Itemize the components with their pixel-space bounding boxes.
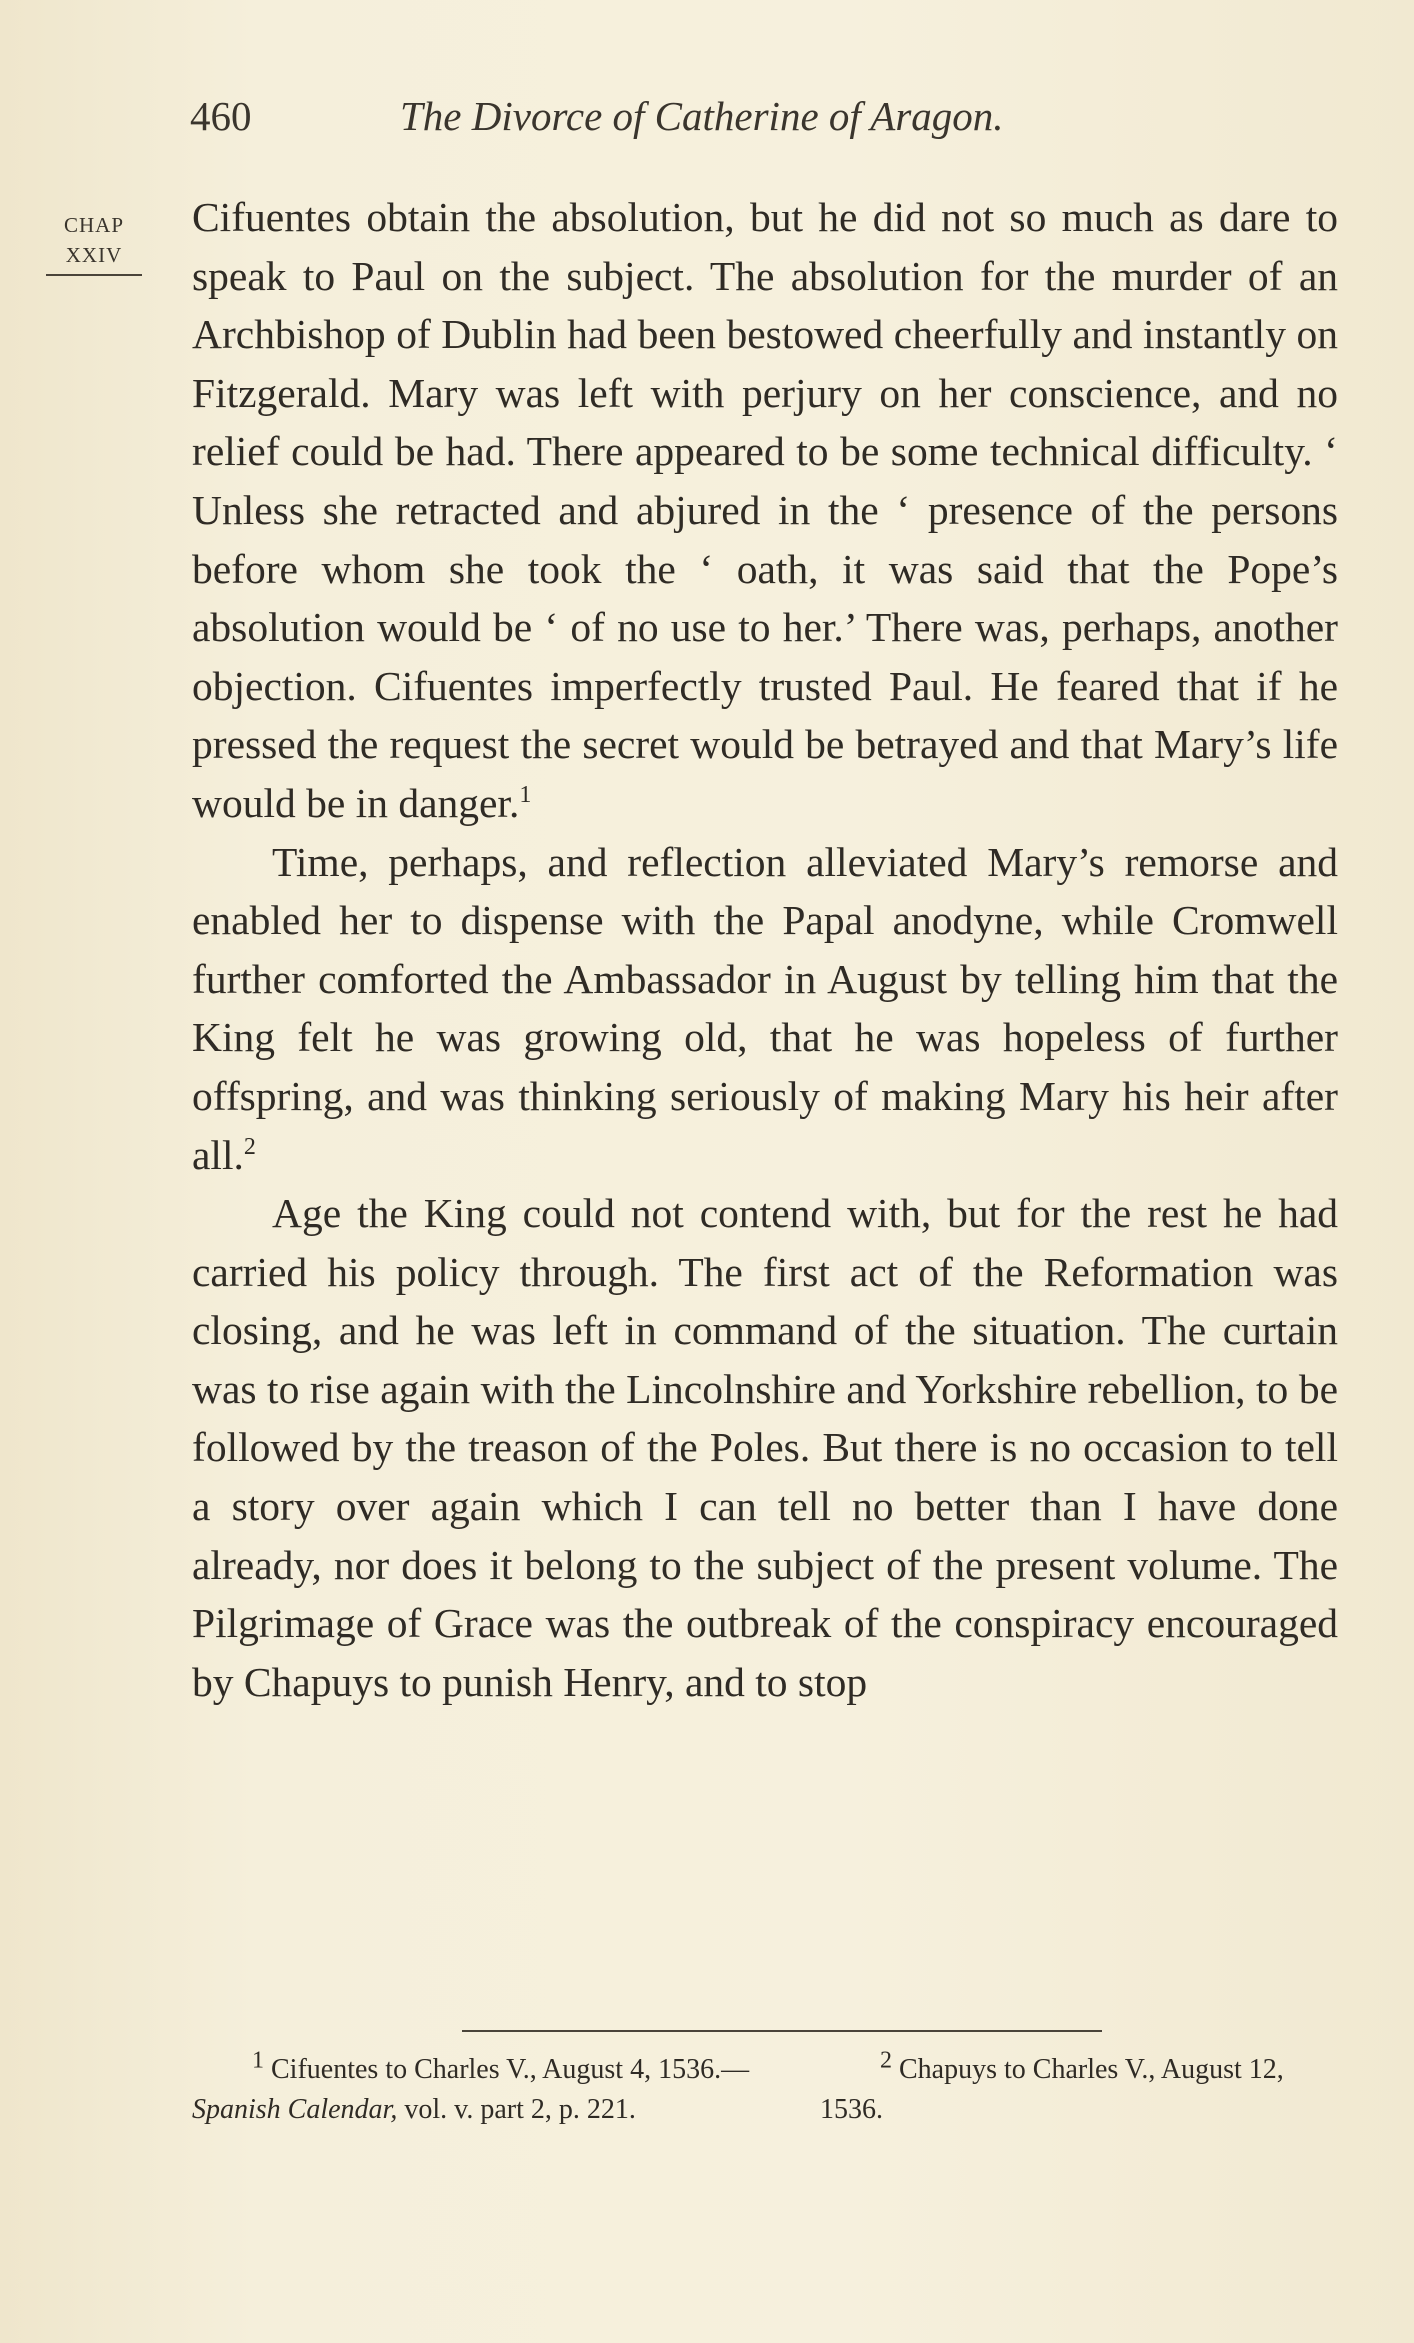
paragraph-1 — [192, 188, 1338, 833]
paragraph-3 — [192, 1184, 1338, 1711]
footnote-1-source: Spanish Calendar, — [192, 2094, 398, 2125]
footnote-ref-2: 2 — [243, 1133, 256, 1160]
footnote-1 — [192, 2047, 782, 2130]
paragraph-1-text: Cifuentes obtain the absolution, but he did not so much as dare to speak to Paul on the subject. The absolution for the murder of an Archbishop of Dublin had been bestowed cheerfully and instantly on Fitzgerald. Mary was left with perjury on her conscience, and no relief could be had. There appeared to be some technical difficulty. ‘ Unless she retracted and abjured in the ‘ presence of the persons before whom she took the ‘ oath, it was said that the Pope’s absolution would be ‘ of no use to her.’ There was, perhaps, another objection. Cifuentes imperfectly trusted Paul. He feared that if he pressed the request the secret would be betrayed and that Mary’s life would be in danger. — [192, 194, 1338, 826]
footnote-2-mark: 2 — [880, 2047, 892, 2074]
margin-rule — [46, 274, 142, 276]
paragraph-3-text: Age the King could not contend with, but for the rest he had carried his policy through. The first act of the Reformation was closing, and he was left in command of the situation. The curtain was to rise again with the Lincolnshire and Yorkshire rebellion, to be followed by the treason of the Poles. But there is no occasion to tell a story over again which I can tell no better than I have done already, nor does it belong to the subject of the present volume. The Pilgrimage of Grace was the outbreak of the conspiracy encouraged by Chapuys to punish Henry, and to stop — [192, 1190, 1338, 1705]
body-text — [192, 188, 1338, 1711]
page-number: 460 — [190, 93, 252, 139]
footnote-1-mark: 1 — [252, 2047, 264, 2074]
chapter-margin-note — [46, 210, 142, 276]
footnote-ref-1: 1 — [519, 782, 532, 809]
footnote-rule — [462, 2030, 1102, 2032]
footnote-2-text: Chapuys to Charles V., August 12, 1536. — [820, 2054, 1284, 2125]
chapter-number: XXIV — [65, 243, 123, 267]
paragraph-2-text: Time, perhaps, and reflection alleviated Mary’s remorse and enabled her to dispense with the Papal anodyne, while Cromwell further comforted the Ambassador in August by telling him that the King felt he was growing old, that he was hopeless of further offspring, and was thinking seriously of making Mary his heir after all. — [192, 838, 1338, 1178]
chapter-label: CHAP — [63, 213, 125, 237]
footnote-1-text-a: Cifuentes to Charles V., August 4, 1536.— — [271, 2054, 750, 2085]
running-header — [190, 92, 1340, 152]
footnote-2 — [820, 2047, 1342, 2130]
running-title: The Divorce of Catherine of Aragon. — [400, 93, 1004, 139]
footnote-1-text-b: vol. v. part 2, p. 221. — [397, 2094, 636, 2125]
paragraph-2 — [192, 833, 1338, 1185]
